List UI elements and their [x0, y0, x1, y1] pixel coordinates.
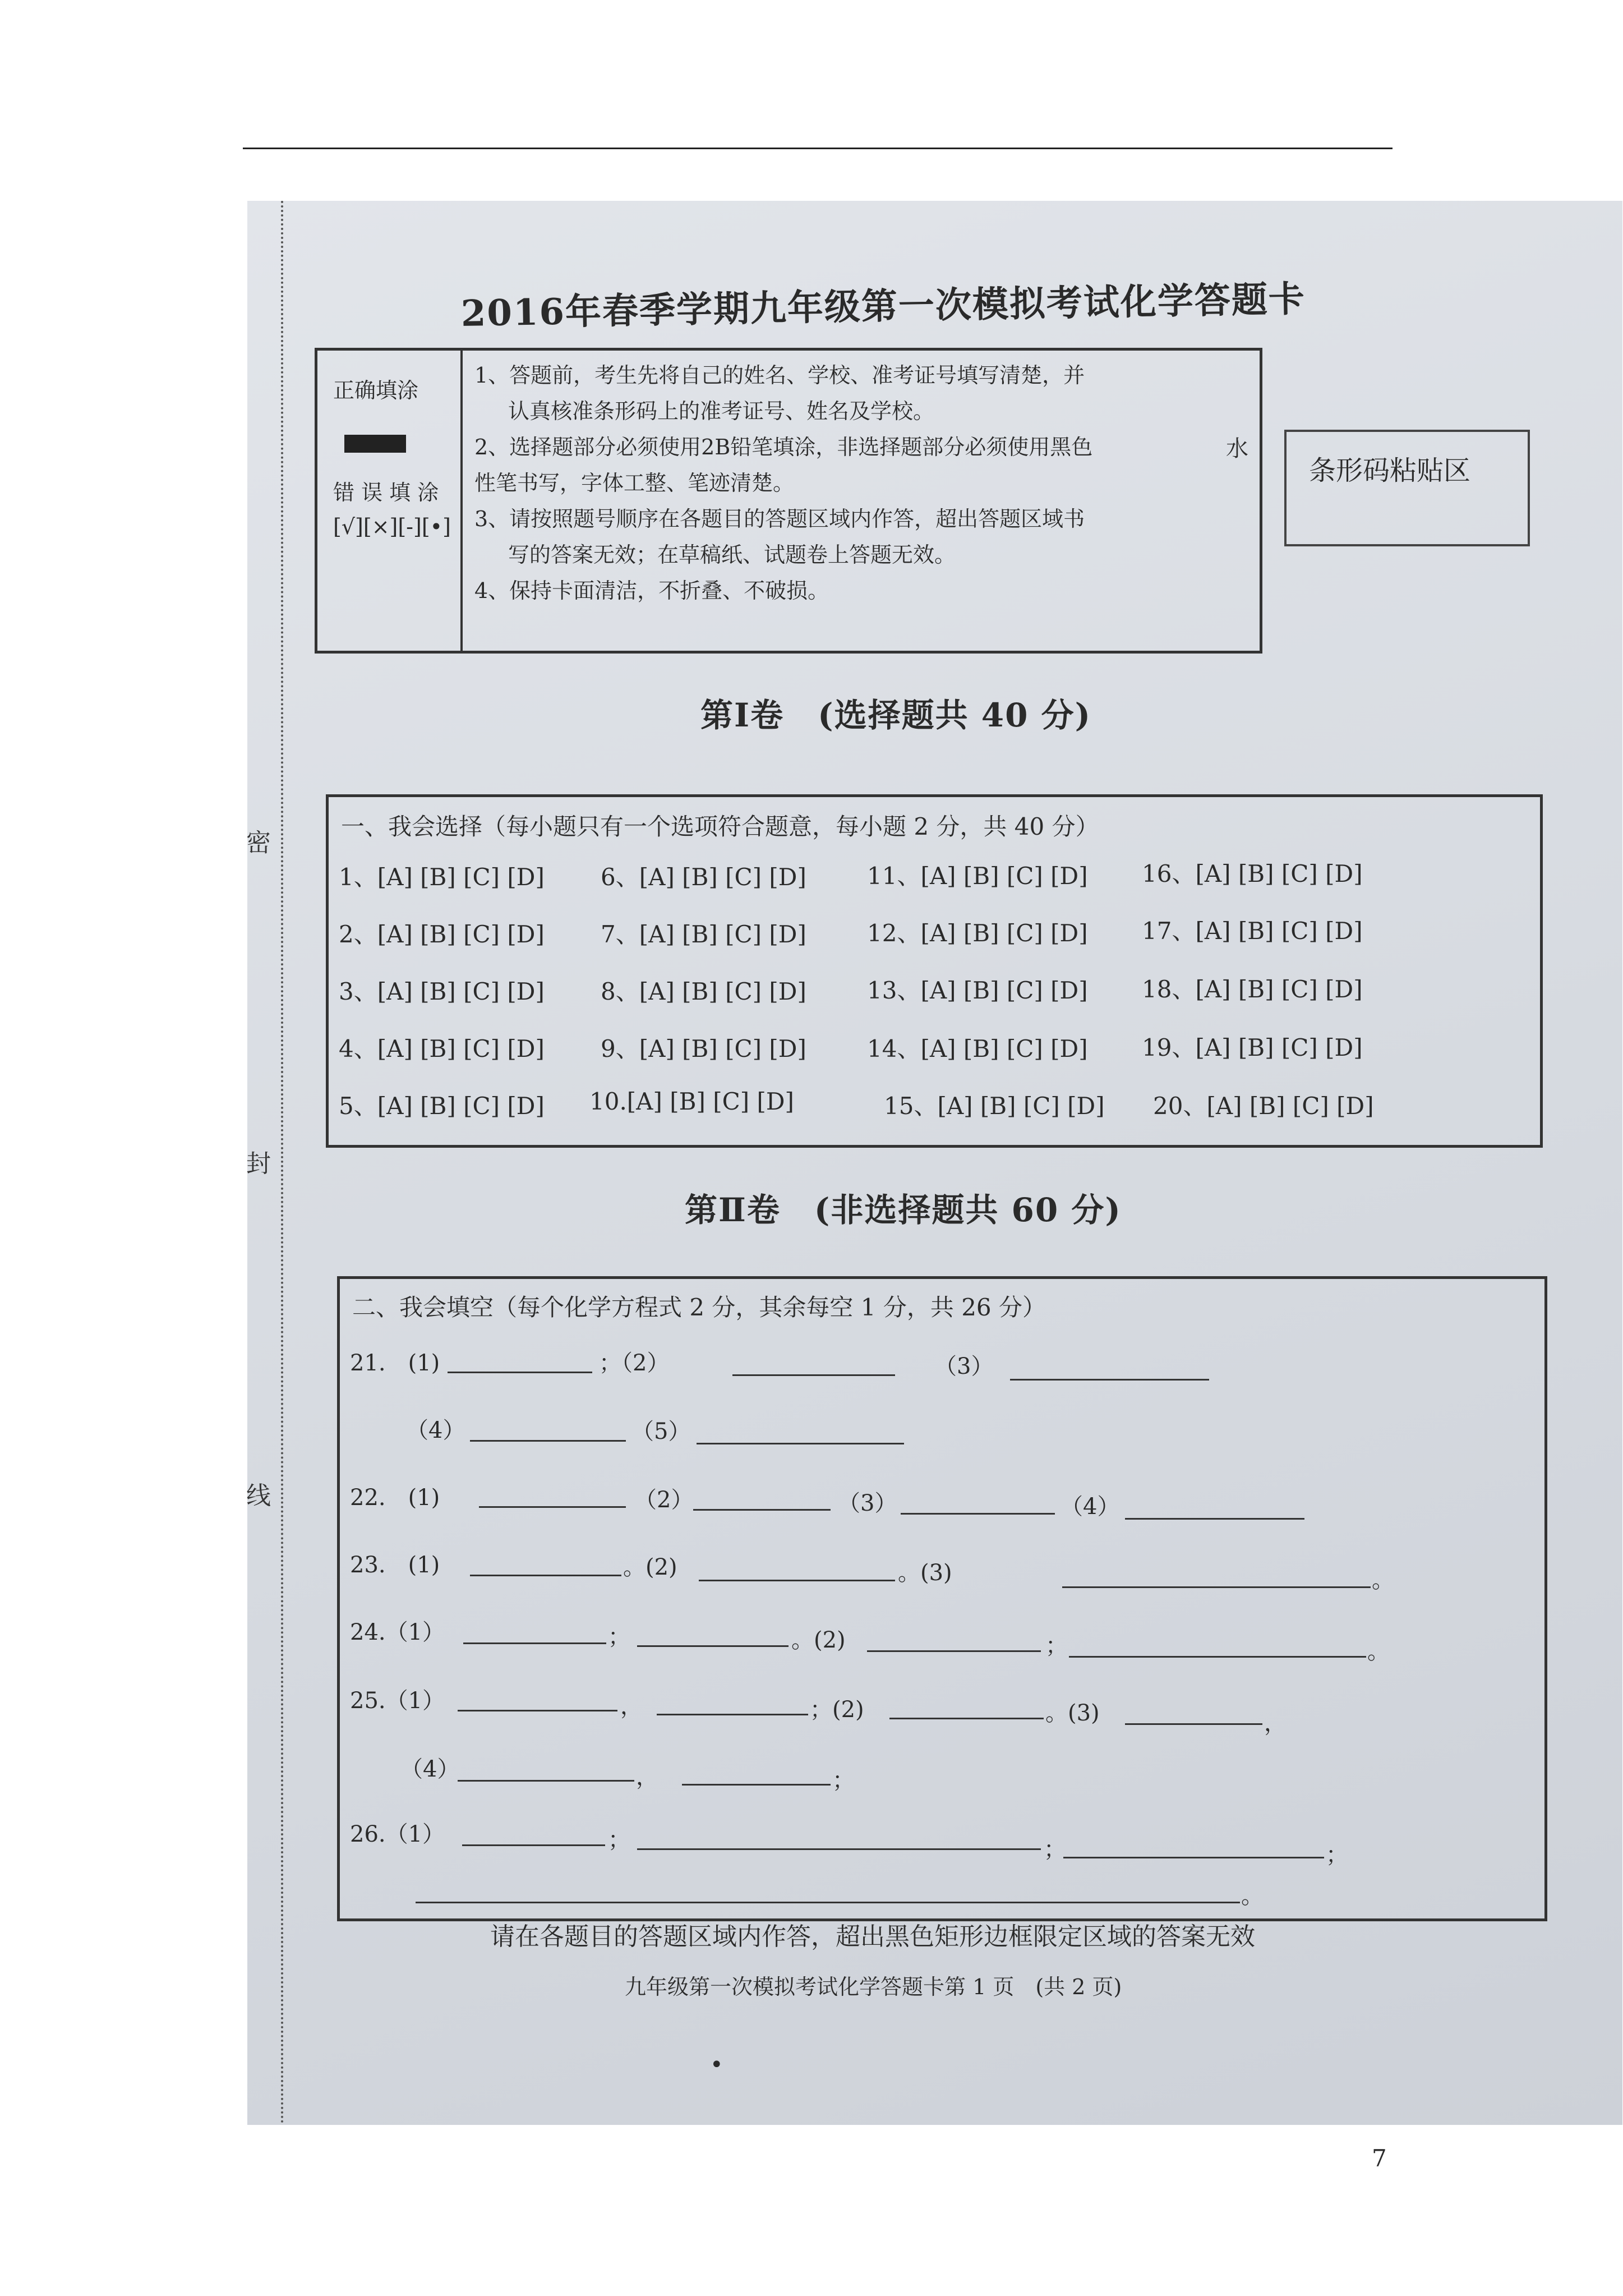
- q23-part2-label: 。(2): [623, 1554, 677, 1580]
- choice-row[interactable]: 12、[A] [B] [C] [D]: [867, 919, 1088, 947]
- answer-blank[interactable]: [1125, 1518, 1304, 1520]
- answer-blank[interactable]: [657, 1714, 808, 1715]
- q25-part3-label: 。(3): [1045, 1700, 1100, 1726]
- q23-part3-label: 。(3): [898, 1560, 952, 1586]
- fill-blank-box-title: 二、我会填空（每个化学方程式 2 分，其余每空 1 分，共 26 分）: [352, 1294, 1046, 1321]
- q25-sep2: ，: [1264, 1710, 1287, 1736]
- answer-blank[interactable]: [1125, 1723, 1262, 1725]
- q25-sep4: ；: [832, 1768, 855, 1793]
- barcode-area: [1284, 430, 1530, 546]
- q24-part2-label: 。(2): [791, 1627, 846, 1653]
- q26-end: 。: [1241, 1883, 1264, 1909]
- answer-blank[interactable]: [889, 1718, 1044, 1719]
- stray-char: 水: [1226, 436, 1248, 462]
- choice-box: [326, 794, 1543, 1148]
- instruction-3: 3、请按照题号顺序在各题目的答题区域内作答，超出答题区域书: [474, 507, 1085, 531]
- answer-blank[interactable]: [1069, 1656, 1366, 1658]
- choice-row[interactable]: 11、[A] [B] [C] [D]: [867, 862, 1088, 890]
- answer-blank[interactable]: [458, 1780, 634, 1782]
- q22-part4-label: （4）: [1061, 1494, 1120, 1520]
- q21-part2-label: ；（2）: [599, 1350, 670, 1376]
- q25-label: 25.（1）: [350, 1688, 445, 1714]
- answer-blank[interactable]: [463, 1642, 606, 1644]
- correct-fill-label: 正确填涂: [333, 378, 419, 403]
- answer-blank[interactable]: [697, 1443, 904, 1444]
- answer-blank[interactable]: [682, 1784, 831, 1786]
- q25-sep: ，: [620, 1694, 643, 1719]
- choice-row[interactable]: 17、[A] [B] [C] [D]: [1142, 917, 1363, 945]
- q21-label: 21. (1): [350, 1350, 440, 1376]
- wrong-fill-label: 错 误 填 涂: [333, 480, 439, 505]
- answer-blank[interactable]: [637, 1645, 789, 1647]
- answer-blank[interactable]: [458, 1710, 617, 1711]
- choice-row[interactable]: 15、[A] [B] [C] [D]: [884, 1092, 1105, 1120]
- q22-label: 22. (1): [350, 1485, 440, 1511]
- choice-row[interactable]: 2、[A] [B] [C] [D]: [339, 921, 545, 948]
- q22-part3-label: （3）: [838, 1490, 897, 1516]
- notice-box: [315, 348, 1262, 654]
- choice-row[interactable]: 9、[A] [B] [C] [D]: [601, 1035, 806, 1062]
- q25-part2-label: ；(2): [810, 1697, 864, 1723]
- answer-blank[interactable]: [637, 1848, 1041, 1850]
- q24-sep2: ；: [1045, 1633, 1068, 1659]
- footer-page-info: 九年级第一次模拟考试化学答题卡第 1 页 (共 2 页): [625, 1975, 1122, 1999]
- q26-sep3: ；: [1326, 1842, 1348, 1868]
- q24-label: 24.（1）: [350, 1619, 445, 1645]
- answer-blank[interactable]: [448, 1372, 592, 1373]
- answer-blank[interactable]: [470, 1575, 621, 1576]
- q26-sep: ；: [608, 1827, 630, 1853]
- instruction-1-cont: 认真核准条形码上的准考证号、姓名及学校。: [508, 399, 935, 424]
- answer-blank[interactable]: [462, 1844, 605, 1846]
- answer-blank[interactable]: [1010, 1379, 1209, 1381]
- q26-label: 26.（1）: [350, 1821, 445, 1847]
- margin-char-xian: 线: [246, 1481, 271, 1510]
- choice-row[interactable]: 3、[A] [B] [C] [D]: [339, 978, 545, 1005]
- choice-row[interactable]: 6、[A] [B] [C] [D]: [601, 863, 806, 891]
- q25-part4-label: （4）: [400, 1756, 460, 1782]
- q22-part2-label: （2）: [634, 1487, 694, 1513]
- choice-row[interactable]: 8、[A] [B] [C] [D]: [601, 978, 806, 1005]
- q21-part3-label: （3）: [934, 1354, 994, 1379]
- answer-blank[interactable]: [416, 1902, 1240, 1903]
- margin-char-mi: 密: [246, 829, 271, 857]
- fill-example-panel: [317, 351, 463, 651]
- answer-blank[interactable]: [867, 1650, 1041, 1652]
- answer-sheet-photo: [247, 201, 1622, 2125]
- instruction-4: 4、保持卡面清洁，不折叠、不破损。: [474, 578, 829, 603]
- q24-end: 。: [1367, 1639, 1390, 1664]
- answer-blank[interactable]: [479, 1506, 626, 1508]
- choice-row[interactable]: 18、[A] [B] [C] [D]: [1142, 976, 1363, 1003]
- answer-blank[interactable]: [699, 1580, 895, 1581]
- choice-row[interactable]: 14、[A] [B] [C] [D]: [867, 1035, 1088, 1062]
- q24-sep: ；: [608, 1624, 630, 1650]
- answer-blank[interactable]: [470, 1440, 626, 1442]
- instruction-2: 2、选择题部分必须使用2B铅笔填涂，非选择题部分必须使用黑色: [474, 435, 1093, 459]
- choice-row[interactable]: 10.[A] [B] [C] [D]: [589, 1088, 794, 1115]
- choice-row[interactable]: 20、[A] [B] [C] [D]: [1153, 1092, 1374, 1120]
- q26-sep2: ；: [1044, 1837, 1066, 1862]
- q23-label: 23. (1): [350, 1552, 440, 1578]
- answer-blank[interactable]: [901, 1513, 1055, 1515]
- q21-part4-label: （4）: [406, 1418, 465, 1443]
- stray-dot: •: [710, 2052, 723, 2078]
- margin-char-feng: 封: [246, 1149, 271, 1178]
- choice-row[interactable]: 16、[A] [B] [C] [D]: [1142, 860, 1363, 887]
- q23-end: 。: [1372, 1567, 1394, 1593]
- page-title: 2016年春季学期九年级第一次模拟考试化学答题卡: [460, 278, 1306, 335]
- section-1-heading: 第Ⅰ卷 (选择题共 40 分): [700, 696, 1092, 734]
- instruction-2-cont: 性笔书写，字体工整、笔迹清楚。: [474, 471, 795, 495]
- footer-notice: 请在各题目的答题区域内作答，超出黑色矩形边框限定区域的答案无效: [490, 1922, 1255, 1951]
- header-rule: [243, 148, 1393, 149]
- answer-blank[interactable]: [1062, 1586, 1371, 1588]
- binding-margin: [247, 201, 283, 2125]
- wrong-fill-marks: [√][×][-][•]: [333, 514, 451, 539]
- choice-row[interactable]: 7、[A] [B] [C] [D]: [601, 921, 806, 948]
- answer-blank[interactable]: [693, 1509, 831, 1511]
- instruction-1: 1、答题前，考生先将自己的姓名、学校、准考证号填写清楚，并: [474, 363, 1085, 388]
- choice-row[interactable]: 13、[A] [B] [C] [D]: [867, 977, 1088, 1004]
- choice-row[interactable]: 4、[A] [B] [C] [D]: [339, 1035, 545, 1062]
- page-number: 7: [1372, 2145, 1387, 2172]
- instructions: [474, 357, 1254, 609]
- filled-bubble-example: [344, 435, 406, 453]
- section-2-heading: 第Ⅱ卷 (非选择题共 60 分): [685, 1191, 1122, 1229]
- choice-row[interactable]: 1、[A] [B] [C] [D]: [339, 863, 545, 891]
- choice-box-title: 一、我会选择（每小题只有一个选项符合题意，每小题 2 分，共 40 分）: [341, 813, 1099, 840]
- q25-sep3: ，: [636, 1764, 658, 1790]
- fill-blank-box: [337, 1276, 1547, 1921]
- answer-blank[interactable]: [732, 1374, 895, 1376]
- q21-part5-label: （5）: [631, 1419, 691, 1444]
- choice-row[interactable]: 19、[A] [B] [C] [D]: [1142, 1034, 1363, 1061]
- instruction-3-cont: 写的答案无效；在草稿纸、试题卷上答题无效。: [508, 542, 956, 567]
- choice-row[interactable]: 5、[A] [B] [C] [D]: [339, 1092, 545, 1120]
- barcode-label: 条形码粘贴区: [1309, 455, 1471, 486]
- answer-blank[interactable]: [1063, 1857, 1324, 1858]
